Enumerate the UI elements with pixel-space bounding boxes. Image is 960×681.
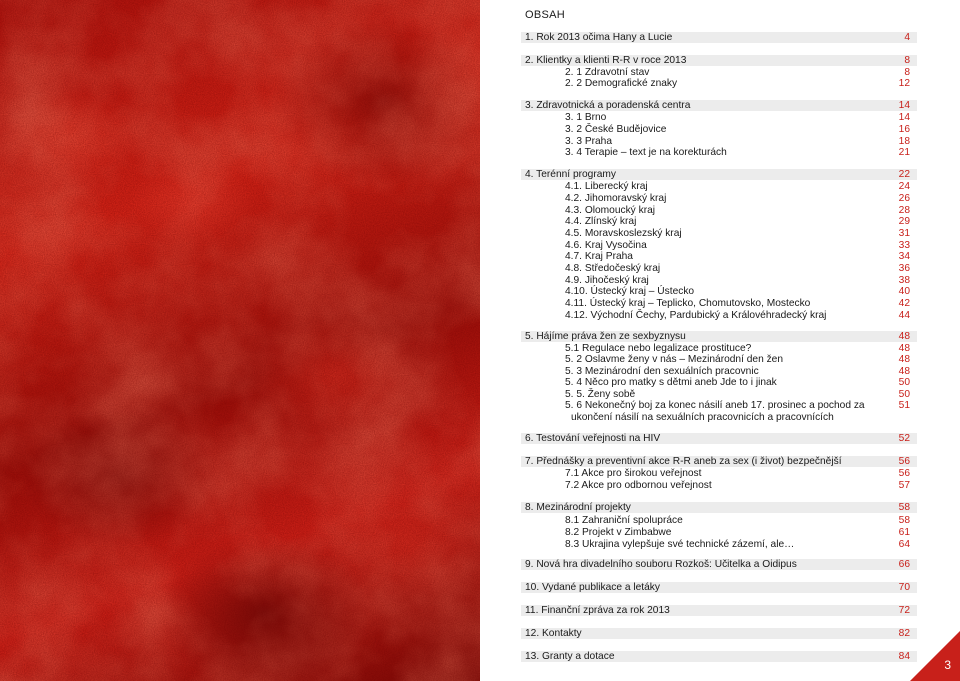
toc-subentry[interactable] (521, 527, 917, 538)
toc-entry-title: 7.2 Akce pro odbornou veřejnost (565, 480, 712, 491)
toc-entry-page: 18 (898, 136, 910, 147)
toc-entry-title: 2. 2 Demografické znaky (565, 78, 678, 89)
page-number: 3 (944, 658, 951, 672)
toc-entry-title: 3. 2 České Budějovice (565, 124, 667, 135)
toc-chapter[interactable] (521, 100, 917, 111)
toc-subentry[interactable] (521, 515, 917, 526)
toc-subentry[interactable] (521, 400, 917, 411)
toc-entry-page: 61 (898, 527, 910, 538)
toc-entry-page: 56 (898, 456, 910, 467)
toc-subentry[interactable] (521, 136, 917, 147)
toc-entry-title: 9. Nová hra divadelního souboru Rozkoš: Učitelka a Oidipus (525, 559, 797, 570)
toc-subentry[interactable] (521, 480, 917, 491)
toc-chapter[interactable] (521, 559, 917, 570)
toc-entry-title: 4.3. Olomoucký kraj (565, 205, 656, 216)
toc-entry-title: 3. 4 Terapie – text je na korekturách (565, 147, 727, 158)
toc-entry-title: 12. Kontakty (525, 628, 582, 639)
toc-chapter[interactable] (521, 605, 917, 616)
toc-entry-title: 5. 3 Mezinárodní den sexuálních pracovnic (565, 366, 759, 377)
toc-entry-page: 31 (898, 228, 910, 239)
toc-entry-title: 4.5. Moravskoslezský kraj (565, 228, 682, 239)
toc-subentry[interactable] (521, 216, 917, 227)
toc-entry-page: 21 (898, 147, 910, 158)
toc-subentry[interactable] (521, 193, 917, 204)
toc-entry-title: 8.1 Zahraniční spolupráce (565, 515, 683, 526)
toc-entry-title: 2. Klientky a klienti R-R v roce 2013 (525, 55, 687, 66)
toc-entry-title: 4.10. Ústecký kraj – Ústecko (565, 286, 695, 297)
toc-entry-page: 14 (898, 100, 910, 111)
toc-entry-page: 64 (898, 539, 910, 550)
toc-entry-title: 8.2 Projekt v Zimbabwe (565, 527, 672, 538)
toc-entry-page: 36 (898, 263, 910, 274)
toc-entry-page: 57 (898, 480, 910, 491)
toc-entry-page: 4 (904, 32, 910, 43)
toc-subentry[interactable] (521, 343, 917, 354)
toc-entry-page: 48 (898, 331, 910, 342)
toc-entry-page: 28 (898, 205, 910, 216)
toc-chapter[interactable] (521, 433, 917, 444)
toc-entry-title: 5.1 Regulace nebo legalizace prostituce? (565, 343, 752, 354)
toc-entry-page: 26 (898, 193, 910, 204)
toc-entry-page: 33 (898, 240, 910, 251)
toc-entry-page: 44 (898, 310, 910, 321)
toc-entry-page: 12 (898, 78, 910, 89)
corner-tab (910, 631, 960, 681)
toc-entry-page: 14 (898, 112, 910, 123)
toc-subentry[interactable] (521, 240, 917, 251)
toc-entry-title: 6. Testování veřejnosti na HIV (525, 433, 661, 444)
toc-entry-page: 48 (898, 366, 910, 377)
toc-chapter[interactable] (521, 169, 917, 180)
toc-chapter[interactable] (521, 55, 917, 66)
toc-entry-page: 50 (898, 377, 910, 388)
toc-entry-page: 16 (898, 124, 910, 135)
toc-entry-title: ukončení násilí na sexuálních pracovnicích a pracovnících (571, 412, 834, 423)
toc-entry-title: 8.3 Ukrajina vylepšuje své technické zázemí, ale… (565, 539, 795, 550)
toc-entry-title: 11. Finanční zpráva za rok 2013 (525, 605, 670, 616)
toc-entry-title: 5. 5. Ženy sobě (565, 389, 636, 400)
toc-entry-title: 4.1. Liberecký kraj (565, 181, 648, 192)
toc-subentry[interactable] (521, 286, 917, 297)
toc-entry-title: 4.7. Kraj Praha (565, 251, 633, 262)
toc-chapter[interactable] (521, 502, 917, 513)
toc-entry-page: 66 (898, 559, 910, 570)
toc-subentry[interactable] (521, 298, 917, 309)
toc-entry-page: 72 (898, 605, 910, 616)
toc-entry-title: 3. 1 Brno (565, 112, 607, 123)
toc-chapter[interactable] (521, 651, 917, 662)
toc-subentry[interactable] (521, 205, 917, 216)
toc-entry-title: 1. Rok 2013 očima Hany a Lucie (525, 32, 673, 43)
toc-entry-page: 58 (898, 515, 910, 526)
toc-entry-page: 24 (898, 181, 910, 192)
toc-entry-title: 4.8. Středočeský kraj (565, 263, 661, 274)
toc-subentry[interactable] (521, 412, 917, 423)
toc-entry-title: 5. Hájíme práva žen ze sexbyznysu (525, 331, 686, 342)
toc-entry-title: 4.9. Jihočeský kraj (565, 275, 649, 286)
toc-entry-title: 4. Terénní programy (525, 169, 616, 180)
toc-entry-page: 40 (898, 286, 910, 297)
toc-chapter[interactable] (521, 628, 917, 639)
toc-entry-page: 84 (898, 651, 910, 662)
toc-entry-page: 70 (898, 582, 910, 593)
toc-entry-title: 2. 1 Zdravotní stav (565, 67, 650, 78)
toc-entry-page: 48 (898, 354, 910, 365)
toc-entry-title: 5. 6 Nekonečný boj za konec násilí aneb 17. prosinec a pochod za (565, 400, 865, 411)
toc-entry-title: 4.12. Východní Čechy, Pardubický a Královéhradecký kraj (565, 310, 827, 321)
toc-entry-page: 48 (898, 343, 910, 354)
toc-entry-page: 51 (898, 400, 910, 411)
toc-subentry[interactable] (521, 389, 917, 400)
toc-entry-page: 29 (898, 216, 910, 227)
toc-subentry[interactable] (521, 275, 917, 286)
toc-entry-page: 58 (898, 502, 910, 513)
toc-subentry[interactable] (521, 67, 917, 78)
toc-entry-page: 50 (898, 389, 910, 400)
toc-subentry[interactable] (521, 181, 917, 192)
toc-subentry[interactable] (521, 377, 917, 388)
toc-chapter[interactable] (521, 582, 917, 593)
toc-chapter[interactable] (521, 456, 917, 467)
toc-entry-page: 82 (898, 628, 910, 639)
toc-subentry[interactable] (521, 124, 917, 135)
toc-entry-title: 8. Mezinárodní projekty (525, 502, 631, 513)
toc-entry-title: 4.4. Zlínský kraj (565, 216, 637, 227)
toc-subentry[interactable] (521, 147, 917, 158)
toc-entry-title: 7.1 Akce pro širokou veřejnost (565, 468, 702, 479)
toc-entry-title: 5. 4 Něco pro matky s dětmi aneb Jde to i jinak (565, 377, 777, 388)
toc-entry-title: 7. Přednášky a preventivní akce R-R aneb za sex (i život) bezpečnější (525, 456, 842, 467)
toc-subentry[interactable] (521, 228, 917, 239)
toc-entry-page: 8 (904, 55, 910, 66)
toc-entry-page: 42 (898, 298, 910, 309)
toc-subentry[interactable] (521, 366, 917, 377)
toc-chapter[interactable] (521, 331, 917, 342)
toc-entry-page: 22 (898, 169, 910, 180)
toc-subentry[interactable] (521, 263, 917, 274)
toc-chapter[interactable] (521, 32, 917, 43)
toc-entry-page: 8 (904, 67, 910, 78)
toc-entry-title: 3. Zdravotnická a poradenská centra (525, 100, 691, 111)
toc-entry-page: 56 (898, 468, 910, 479)
toc-entry-title: 4.6. Kraj Vysočina (565, 240, 647, 251)
toc-title: OBSAH (525, 9, 566, 21)
toc-subentry[interactable] (521, 112, 917, 123)
toc-entry-title: 13. Granty a dotace (525, 651, 615, 662)
toc-entry-title: 5. 2 Oslavme ženy v nás – Mezinárodní den žen (565, 354, 784, 365)
toc-entry-page: 38 (898, 275, 910, 286)
toc-subentry[interactable] (521, 354, 917, 365)
toc-entry-title: 4.11. Ústecký kraj – Teplicko, Chomutovsko, Mostecko (565, 298, 811, 309)
toc-entry-title: 4.2. Jihomoravský kraj (565, 193, 667, 204)
toc-entry-title: 10. Vydané publikace a letáky (525, 582, 660, 593)
toc-subentry[interactable] (521, 251, 917, 262)
toc-entry-page: 34 (898, 251, 910, 262)
toc-entry-page: 52 (898, 433, 910, 444)
toc-subentry[interactable] (521, 78, 917, 89)
toc-subentry[interactable] (521, 310, 917, 321)
toc-entry-title: 3. 3 Praha (565, 136, 613, 147)
toc-subentry[interactable] (521, 539, 917, 550)
toc-subentry[interactable] (521, 468, 917, 479)
